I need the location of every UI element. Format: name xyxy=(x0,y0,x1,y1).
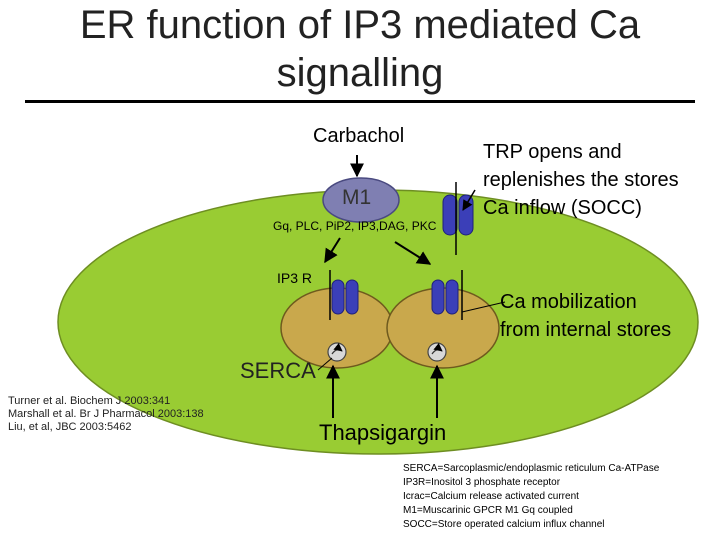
ip3r-label: IP3 R xyxy=(277,270,313,286)
ca-mobilization-annotation xyxy=(500,288,671,344)
serca-label: SERCA xyxy=(240,358,316,383)
trp-line: replenishes the stores xyxy=(483,169,679,191)
references xyxy=(8,395,204,434)
abbreviation-item: IP3R=Inositol 3 phosphate receptor xyxy=(403,477,561,488)
abbreviation-item: SOCC=Store operated calcium influx channel xyxy=(403,519,605,530)
trp-line: Ca inflow (SOCC) xyxy=(483,197,642,219)
trp-annotation xyxy=(483,138,679,222)
title-line-2: signalling xyxy=(276,51,444,95)
thapsigargin-label: Thapsigargin xyxy=(319,420,447,445)
reference-item: Marshall et al. Br J Pharmacol 2003:138 xyxy=(8,408,204,420)
abbreviation-item: M1=Muscarinic GPCR M1 Gq coupled xyxy=(403,505,573,516)
carbachol-label: Carbachol xyxy=(313,125,405,147)
m1-label: M1 xyxy=(342,186,372,209)
reference-item: Liu, et al, JBC 2003:5462 xyxy=(8,421,132,433)
reference-item: Turner et al. Biochem J 2003:341 xyxy=(8,395,171,407)
gq-pathway-label: Gq, PLC, PiP2, IP3,DAG, PKC xyxy=(273,219,437,233)
ca-mobilization-line: Ca mobilization xyxy=(500,291,637,313)
title-line-1: ER function of IP3 mediated Ca xyxy=(79,3,641,47)
abbreviation-item: SERCA=Sarcoplasmic/endoplasmic reticulum Ca-ATPase xyxy=(403,463,660,474)
ca-mobilization-line: from internal stores xyxy=(500,319,672,341)
serca-pump-right xyxy=(428,343,446,361)
trp-line: TRP opens and xyxy=(483,141,622,163)
serca-pump-left xyxy=(328,343,346,361)
abbreviation-item: Icrac=Calcium release activated current xyxy=(403,491,579,502)
abbreviations xyxy=(403,462,659,532)
